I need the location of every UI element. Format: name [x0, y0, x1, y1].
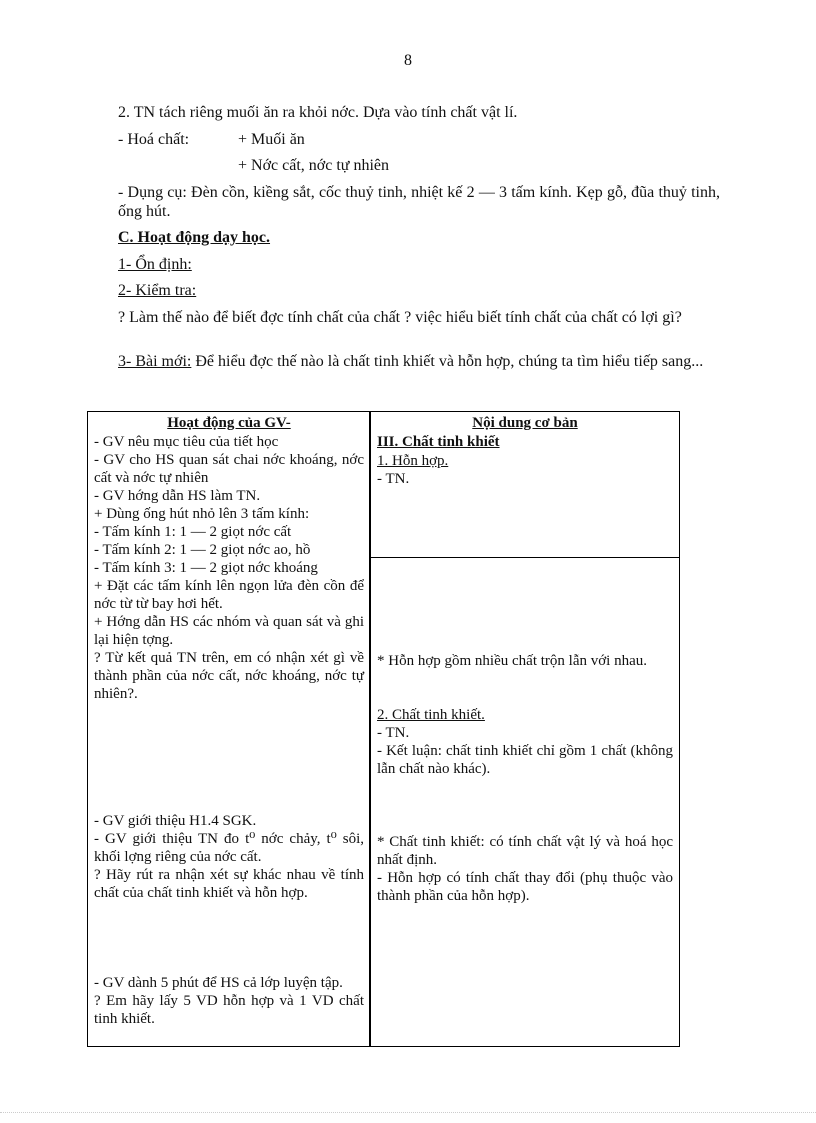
lesson-table: [87, 411, 679, 1047]
left-line: - GV nêu mục tiêu của tiết học: [94, 434, 279, 450]
mixture-tn: - TN.: [377, 471, 410, 487]
left-line: ? Hãy rút ra nhận xét sự khác nhau về tính chất của chất tinh khiết và hỗn hợp.: [94, 867, 364, 901]
pure-definition: * Chất tinh khiết: có tính chất vật lý và hoá học nhất định.: [377, 834, 673, 868]
tools-paragraph: - Dụng cụ: Đèn cồn, kiềng sắt, cốc thuỷ tinh, nhiệt kế 2 — 3 tấm kính. Kẹp gỗ, đũa thuỷ tinh, ống hút.: [118, 184, 720, 220]
page-number: 8: [404, 52, 412, 69]
section-c-heading: C. Hoạt động dạy học.: [118, 229, 271, 246]
left-line: ? Từ kết quả TN trên, em có nhận xét gì về thành phần của nớc cất, nớc khoáng, nớc tự nhiên?.: [94, 650, 364, 702]
teacher-activity-column: [87, 411, 371, 1047]
left-line: - Tấm kính 1: 1 — 2 giọt nớc cất: [94, 524, 292, 540]
left-line: - Tấm kính 2: 1 — 2 giọt nớc ao, hồ: [94, 542, 311, 558]
left-line: - GV giới thiệu H1.4 SGK.: [94, 813, 257, 829]
step-2: 2- Kiểm tra:: [118, 282, 197, 299]
step-1: 1- Ổn định:: [118, 256, 192, 273]
left-block-1: [94, 433, 364, 703]
left-line: ? Em hãy lấy 5 VD hỗn hợp và 1 VD chất tinh khiết.: [94, 993, 364, 1027]
chemical-item-1: + Muối ăn: [238, 131, 305, 148]
left-line: - GV cho HS quan sát chai nớc khoáng, nớc cất và nớc tự nhiên: [94, 452, 364, 486]
left-line: + Hớng dẫn HS các nhóm và quan sát và ghi lại hiện tợng.: [94, 614, 364, 648]
left-line: - Tấm kính 3: 1 — 2 giọt nớc khoáng: [94, 560, 318, 576]
left-line: - GV giới thiệu TN đo t⁰ nớc chảy, t⁰ sôi, khối lợng riêng của nớc cất.: [94, 831, 364, 865]
left-line: + Dùng ống hút nhỏ lên 3 tấm kính:: [94, 506, 310, 522]
mixture-properties: - Hỗn hợp có tính chất thay đổi (phụ thuộc vào thành phần của hỗn hợp).: [377, 870, 673, 904]
page-bottom-border: [0, 1112, 816, 1113]
pure-conclusion: - Kết luận: chất tinh khiết chỉ gồm 1 chất (không lẫn chất nào khác).: [377, 743, 673, 777]
chemical-item-2: + Nớc cất, nớc tự nhiên: [238, 157, 390, 174]
section-iii-heading: III. Chất tinh khiết: [377, 434, 500, 450]
step-3-paragraph: [118, 352, 720, 371]
left-block-2: [94, 812, 364, 902]
right-header: Nội dung cơ bản: [472, 415, 578, 431]
left-line: + Đặt các tấm kính lên ngọn lửa đèn cồn để nớc từ từ bay hơi hết.: [94, 578, 364, 612]
content-column: [369, 411, 680, 1047]
right-divider: [371, 557, 679, 558]
step-3-label: 3- Bài mới:: [118, 353, 192, 370]
mixture-subheading: 1. Hỗn hợp.: [377, 453, 449, 469]
left-line: - GV dành 5 phút để HS cả lớp luyện tập.: [94, 975, 343, 991]
question-paragraph: ? Làm thế nào để biết đợc tính chất của chất ? việc hiểu biết tính chất của chất có lợi gì?: [118, 309, 682, 326]
mixture-definition: * Hỗn hợp gồm nhiều chất trộn lẫn với nhau.: [377, 653, 647, 669]
intro-line-1: 2. TN tách riêng muối ăn ra khỏi nớc. Dựa vào tính chất vật lí.: [118, 104, 518, 121]
left-block-3: [94, 974, 364, 1028]
pure-tn: - TN.: [377, 725, 410, 741]
left-header: Hoạt động của GV-: [167, 415, 291, 431]
chemicals-label: - Hoá chất:: [118, 131, 190, 148]
left-line: - GV hớng dẫn HS làm TN.: [94, 488, 261, 504]
pure-subheading: 2. Chất tinh khiết.: [377, 707, 485, 723]
step-3-text: Để hiểu đợc thế nào là chất tinh khiết và hỗn hợp, chúng ta tìm hiểu tiếp sang...: [191, 353, 704, 370]
